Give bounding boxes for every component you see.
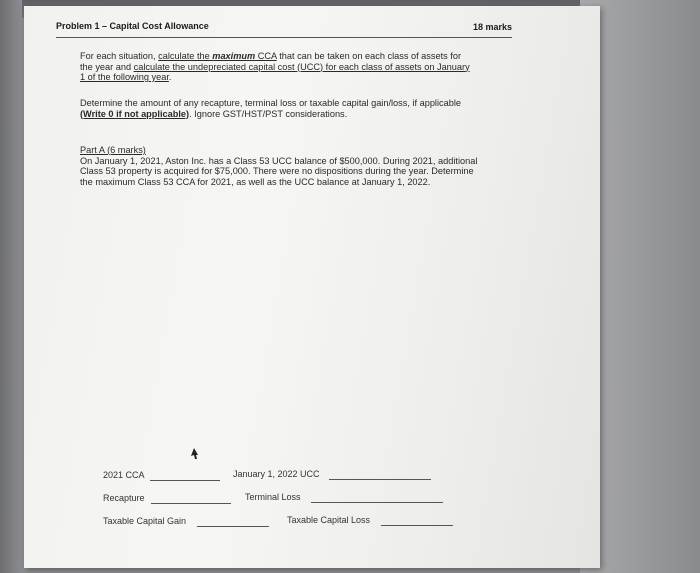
instr-calc-cca: calculate the maximum CCA [158,51,277,61]
part-a [80,145,520,187]
part-a-line-2: Class 53 property is acquired for $75,000. There were no dispositions during the year. Determine [80,166,474,176]
problem-header [56,19,512,38]
mouse-cursor-icon [190,447,202,461]
background-left [0,0,22,573]
ucc-2022-label: January 1, 2022 UCC [233,469,320,479]
taxable-capital-gain-input[interactable] [197,526,269,527]
paper-sheet [24,6,600,568]
taxable-capital-loss-label: Taxable Capital Loss [287,515,371,525]
part-a-line-1: On January 1, 2021, Aston Inc. has a Class 53 UCC balance of $500,000. During 2021, additional [80,155,478,166]
recapture-input[interactable] [151,503,231,504]
problem-title: Problem 1 – Capital Cost Allowance [56,21,209,31]
terminal-loss-input[interactable] [311,502,443,503]
ucc-2022-input[interactable] [329,479,431,480]
instr-calc-ucc: calculate the undepreciated capital cost (UCC) for each class of assets on January [133,61,470,72]
part-a-line-3: the maximum Class 53 CCA for 2021, as well as the UCC balance at January 1, 2022. [80,176,431,187]
taxable-capital-loss-input[interactable] [381,525,453,526]
instr-text: the year and [80,61,134,72]
instr-text: For each situation, [80,51,159,61]
instructions-paragraph [80,51,520,83]
cca-2021-input[interactable] [150,480,220,481]
instr-text: that can be taken on each class of assets for [276,51,462,61]
instr-following-year: 1 of the following year [80,72,169,82]
determine-text: Determine the amount of any recapture, terminal loss or taxable capital gain/loss, if applicable [80,98,461,108]
determine-text: . Ignore GST/HST/PST considerations. [189,108,348,119]
problem-marks: 18 marks [472,22,512,32]
taxable-capital-gain-label: Taxable Capital Gain [103,516,187,526]
part-a-title: Part A (6 marks) [80,145,146,155]
cca-2021-label: 2021 CCA [103,470,145,480]
instr-text: . [168,72,172,82]
recapture-label: Recapture [103,493,145,503]
terminal-loss-label: Terminal Loss [245,492,301,502]
determine-paragraph [80,98,520,119]
write-zero-note: (Write 0 if not applicable) [80,108,190,119]
